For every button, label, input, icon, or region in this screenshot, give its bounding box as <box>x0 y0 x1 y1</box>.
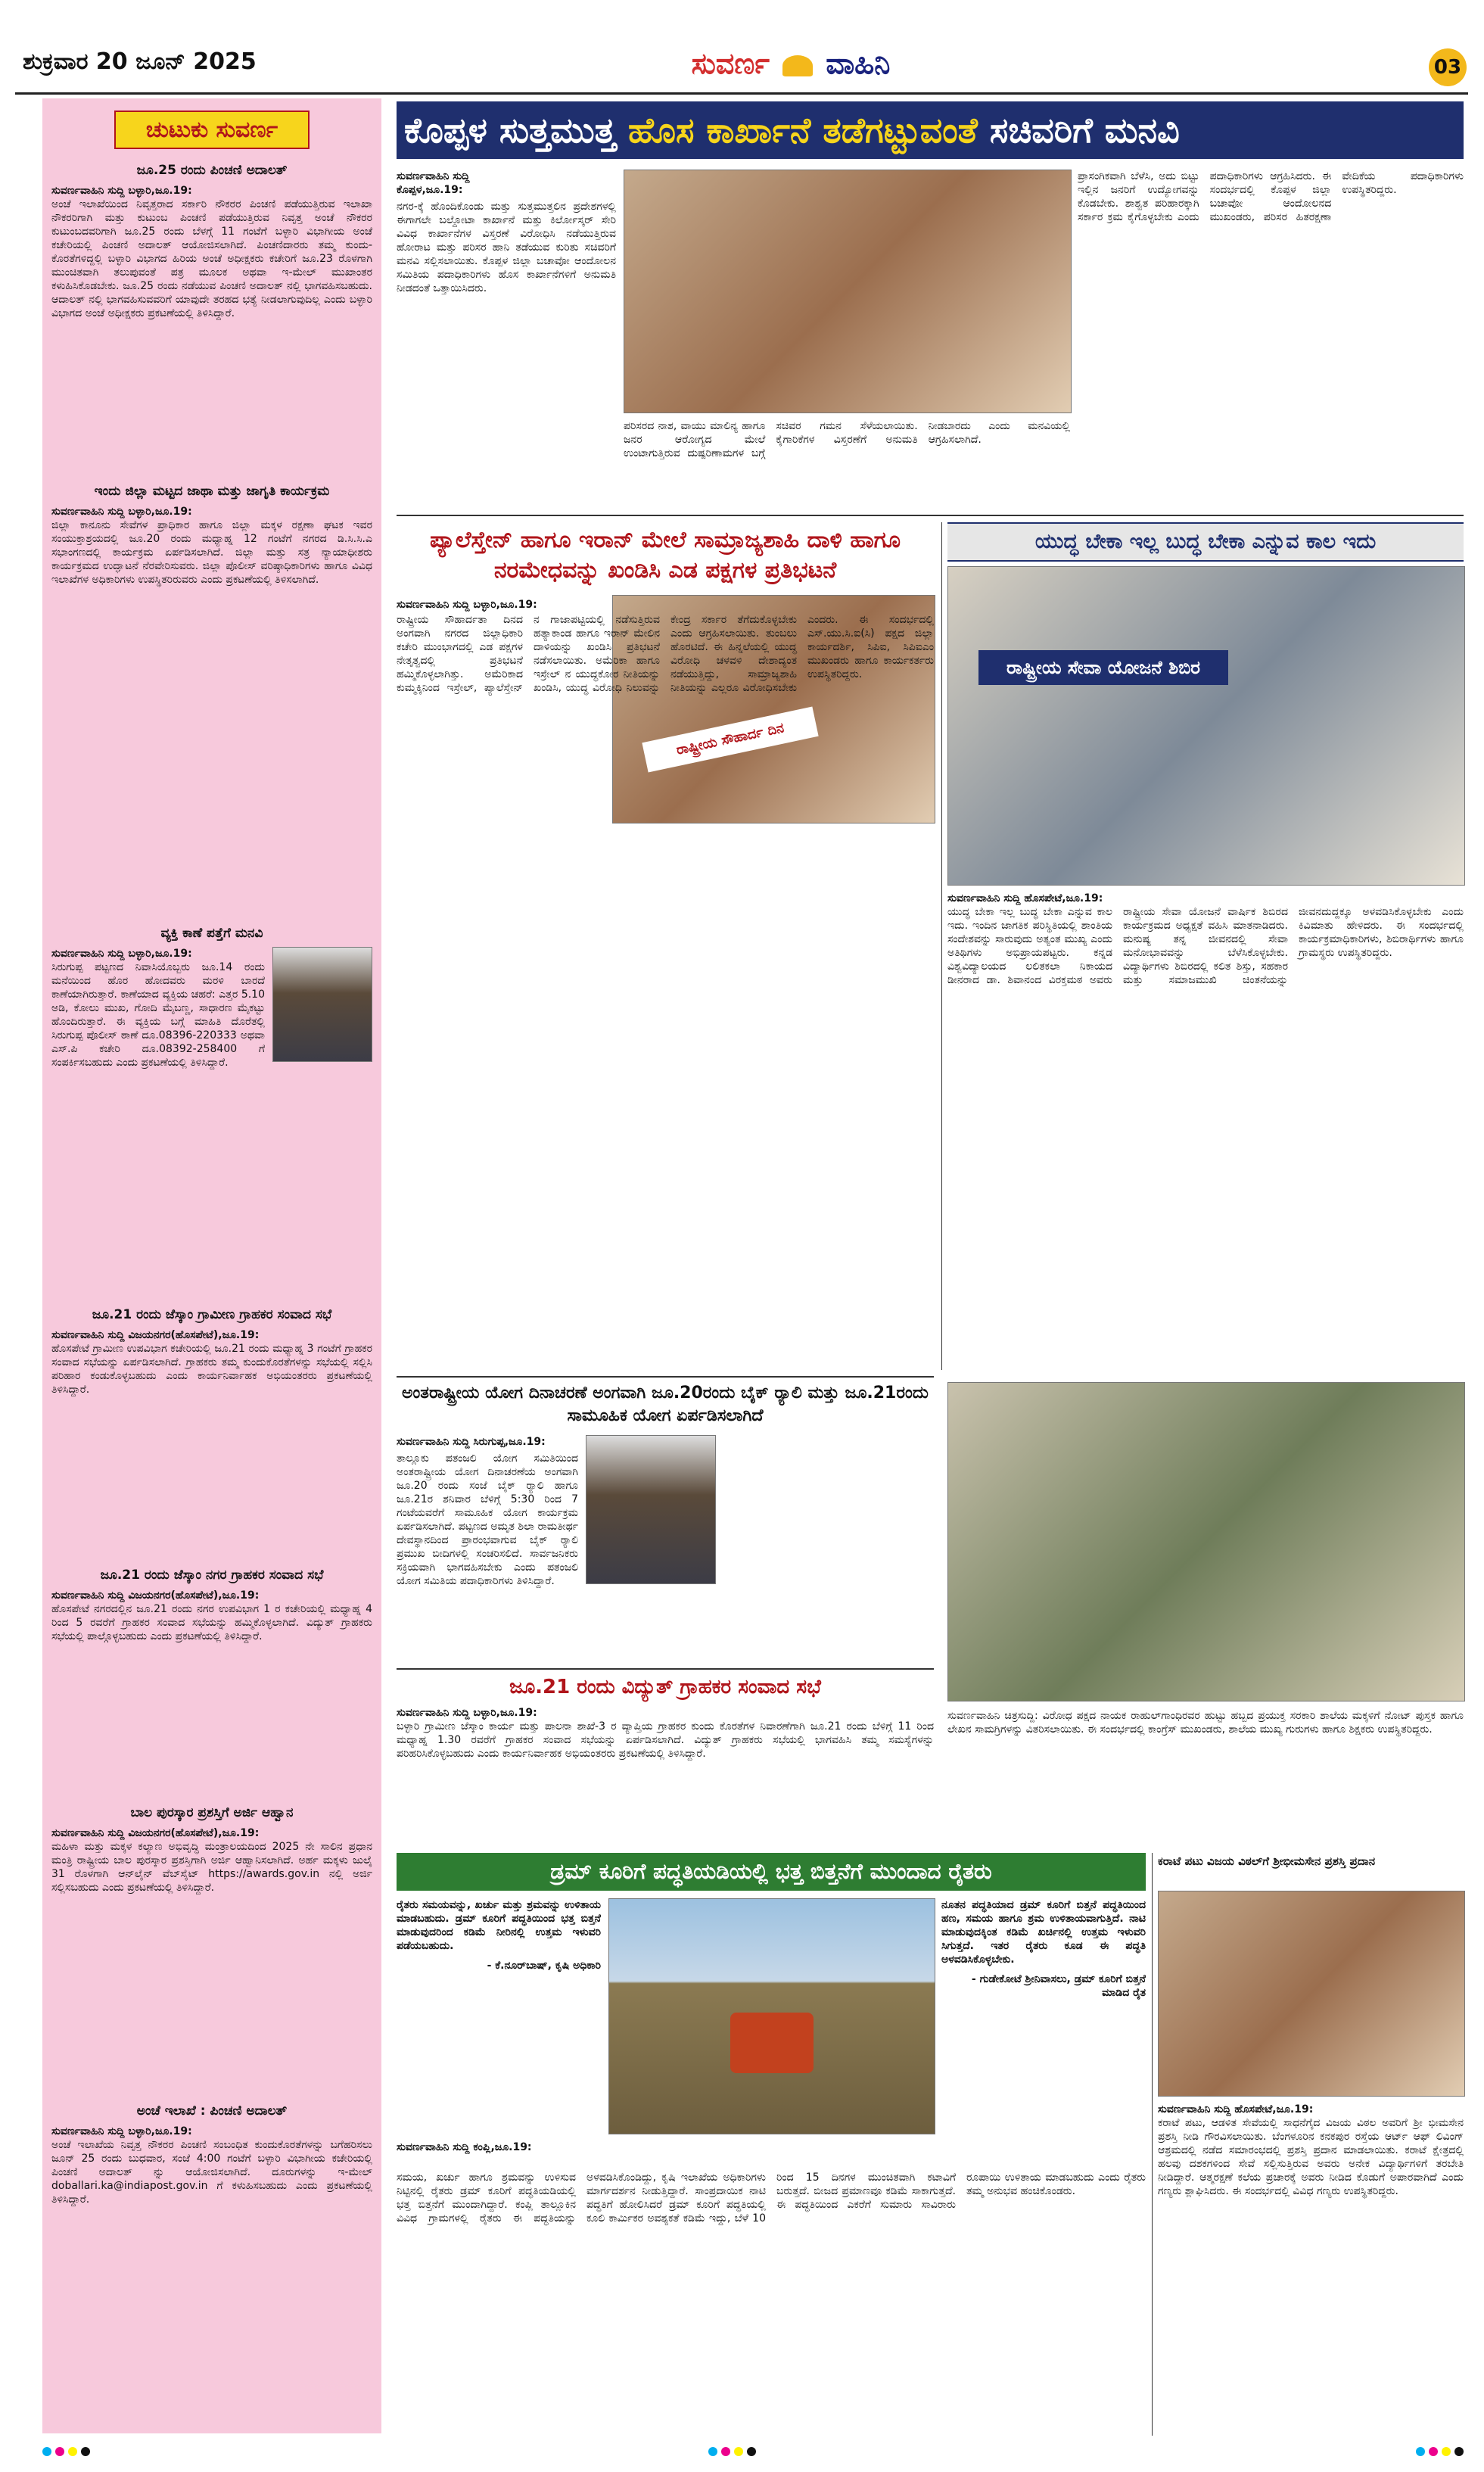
yoga-photo <box>586 1435 716 1584</box>
left-item-title: ಜೂ.21 ರಂದು ಜೆಸ್ಕಾಂ ನಗರ ಗ್ರಾಹಕರ ಸಂವಾದ ಸಭೆ <box>100 1568 324 1583</box>
left-item-title: ಜೂ.25 ರಂದು ಪಿಂಚಣಿ ಅದಾಲತ್ <box>136 163 288 178</box>
dot-black-icon <box>747 2447 756 2456</box>
yoga-story <box>397 1382 934 1664</box>
award-photo <box>1158 1891 1465 2097</box>
war-photo <box>947 566 1465 886</box>
yoga-text-right <box>722 1435 934 1662</box>
lead-text-right: ಪ್ರಾಸಂಗಿಕವಾಗಿ ಬೆಳೆಸಿ, ಅದು ಬಿಟ್ಟು ಇಲ್ಲಿನ ಜನರಿಗೆ ಉದ್ಯೋಗವನ್ನು ಕೊಡಬೇಕು. ಶಾಶ್ವತ ಪರಿಹಾರಕ್ಕಾಗಿ ಸರ್ಕಾರ ಕ್ರಮ ಕೈಗೊಳ್ಳಬೇಕು ಎಂದು ಪದಾಧಿಕಾರಿಗಳು ಆಗ್ರಹಿಸಿದರು. ಈ ಸಂದರ್ಭದಲ್ಲಿ ಕೊಪ್ಪಳ ಜಿಲ್ಲಾ ಬಚಾವೋ ಆಂದೋಲನದ ಮುಖಂಡರು, ಪರಿಸರ ಹಿತರಕ್ಷಣಾ ವೇದಿಕೆಯ ಪದಾಧಿಕಾರಿಗಳು ಉಪಸ್ಥಿತರಿದ್ದರು. <box>1078 170 1464 223</box>
war-story <box>947 522 1464 1370</box>
left-item-text: ಹೊಸಪೇಟೆ ಗ್ರಾಮೀಣ ಉಪವಿಭಾಗ ಕಚೇರಿಯಲ್ಲಿ ಜೂ.21 ರಂದು ಮಧ್ಯಾಹ್ನ 3 ಗಂಟೆಗೆ ಗ್ರಾಹಕರ ಸಂವಾದ ಸಭೆಯನ್ನು ಏರ್ಪಡಿಸಲಾಗಿದೆ. ಗ್ರಾಹಕರು ತಮ್ಮ ಕುಂದುಕೊರತೆಗಳನ್ನು ಸಭೆಯಲ್ಲಿ ಸಲ್ಲಿಸಿ ಪರಿಹಾರ ಕಂಡುಕೊಳ್ಳಬಹುದು ಎಂದು ಕಾರ್ಯನಿರ್ವಾಹಕ ಅಭಿಯಂತರರು ಪ್ರಕಟಣೆಯಲ್ಲಿ ತಿಳಿಸಿದ್ದಾರೆ. <box>51 1343 372 1396</box>
lead-headline-highlight: ಹೊಸ ಕಾರ್ಖಾನೆ ತಡೆಗಟ್ಟುವಂತೆ <box>627 110 978 151</box>
dot-magenta-icon <box>1429 2447 1438 2456</box>
yoga-byline: ಸುವರ್ಣವಾಹಿನಿ ಸುದ್ದಿ ಸಿರುಗುಪ್ಪ,ಜೂ.19: <box>397 1436 546 1448</box>
header-rule <box>15 92 1468 95</box>
power-headline: ಜೂ.21 ರಂದು ವಿದ್ಯುತ್ ಗ್ರಾಹಕರ ಸಂವಾದ ಸಭೆ <box>509 1676 821 1698</box>
award-left-rule <box>1152 1853 1153 2436</box>
left-item-byline: ಸುವರ್ಣವಾಹಿನಿ ಸುದ್ದಿ ಬಳ್ಳಾರಿ,ಜೂ.19: <box>51 185 192 197</box>
left-item-byline: ಸುವರ್ಣವಾಹಿನಿ ಸುದ್ದಿ ವಿಜಯನಗರ(ಹೊಸಪೇಟೆ),ಜೂ.19: <box>51 1589 260 1602</box>
palestine-story <box>397 522 934 1370</box>
lead-story <box>397 101 1464 510</box>
masthead-right: ವಾಹಿನಿ <box>826 47 891 80</box>
children-caption: ಸುವರ್ಣವಾಹಿನಿ ಚಿತ್ರಸುದ್ದಿ: ವಿರೋಧ ಪಕ್ಷದ ನಾಯಕ ರಾಹುಲ್‌ಗಾಂಧಿರವರ ಹುಟ್ಟು ಹಬ್ಬದ ಪ್ರಯುಕ್ತ ಸರಕಾರಿ ಶಾಲೆಯ ಮಕ್ಕಳಿಗೆ ನೋಟ್ ಪುಸ್ತಕ ಹಾಗೂ ಲೇಖನ ಸಾಮಗ್ರಿಗಳನ್ನು ವಿತರಿಸಲಾಯಿತು. ಈ ಸಂದರ್ಭದಲ್ಲಿ ಕಾಂಗ್ರೆಸ್ ಮುಖಂಡರು, ಶಾಲೆಯ ಮುಖ್ಯ ಗುರುಗಳು ಹಾಗೂ ಶಿಕ್ಷಕರು ಉಪಸ್ಥಿತರಿದ್ದರು. <box>947 1710 1464 1736</box>
yoga-headline: ಅಂತರಾಷ್ಟ್ರೀಯ ಯೋಗ ದಿನಾಚರಣೆ ಅಂಗವಾಗಿ ಜೂ.20ರಂದು ಬೈಕ್ ರ‍್ಯಾಲಿ ಮತ್ತು ಜೂ.21ರಂದು ಸಾಮೂಹಿಕ ಯೋಗ ಏರ್ಪಡಿಸಲಾಗಿದೆ <box>402 1384 929 1425</box>
left-item-title: ಅಂಚೆ ಇಲಾಖೆ : ಪಿಂಚಣಿ ಅದಾಲತ್ <box>136 2103 288 2119</box>
palestine-text: ರಾಷ್ಟ್ರೀಯ ಸೌಹಾರ್ದತಾ ದಿನದ ಅಂಗವಾಗಿ ನಗರದ ಜಿಲ್ಲಾಧಿಕಾರಿ ಕಚೇರಿ ಮುಂಭಾಗದಲ್ಲಿ ಎಡ ಪಕ್ಷಗಳ ನೇತೃತ್ವದಲ್ಲಿ ಪ್ರತಿಭಟನೆ ಹಮ್ಮಿಕೊಳ್ಳಲಾಗಿತ್ತು. ಅಮೆರಿಕಾದ ಕುಮ್ಮಕ್ಕಿನಿಂದ ಇಸ್ರೇಲ್, ಪ್ಯಾಲೆಸ್ತೇನ್ ನ ಗಾಜಾಪಟ್ಟಿಯಲ್ಲಿ ನಡೆಸುತ್ತಿರುವ ಹತ್ಯಾಕಾಂಡ ಹಾಗೂ ಇರಾನ್ ಮೇಲಿನ ದಾಳಿಯನ್ನು ಖಂಡಿಸಿ ಪ್ರತಿಭಟನೆ ನಡೆಸಲಾಯಿತು. ಅಮೆರಿಕಾ ಹಾಗೂ ಇಸ್ರೇಲ್ ನ ಯುದ್ಧಕೋರ ನೀತಿಯನ್ನು ಖಂಡಿಸಿ, ಯುದ್ಧ ವಿರೋಧಿ ನಿಲುವನ್ನು ಕೇಂದ್ರ ಸರ್ಕಾರ ತೆಗೆದುಕೊಳ್ಳಬೇಕು ಎಂದು ಆಗ್ರಹಿಸಲಾಯಿತು. ತುಂಬಲು ಹೊರಟಿದೆ. ಈ ಹಿನ್ನಲೆಯಲ್ಲಿ ಯುದ್ಧ ವಿರೋಧಿ ಚಳವಳಿ ದೇಶಾದ್ಯಂತ ನಡೆಯುತ್ತಿದ್ದು, ಸಾಮ್ರಾಜ್ಯಶಾಹಿ ನೀತಿಯನ್ನು ಎಲ್ಲರೂ ವಿರೋಧಿಸಬೇಕು ಎಂದರು. ಈ ಸಂದರ್ಭದಲ್ಲಿ ಎಸ್.ಯು.ಸಿ.ಐ(ಸಿ) ಪಕ್ಷದ ಜಿಲ್ಲಾ ಕಾರ್ಯದರ್ಶಿ, ಸಿಪಿಐ, ಸಿಪಿಐಎಂ ಮುಖಂಡರು ಹಾಗೂ ಕಾರ್ಯಕರ್ತರು ಉಪಸ್ಥಿತರಿದ್ದರು. <box>397 614 934 694</box>
farm-side-text-body: ನೂತನ ಪದ್ಧತಿಯಾದ ಡ್ರಮ್ ಕೂರಿಗೆ ಬಿತ್ತನೆ ಪದ್ಧತಿಯಿಂದ ಹಣ, ಸಮಯ ಹಾಗೂ ಶ್ರಮ ಉಳಿತಾಯವಾಗುತ್ತಿದೆ. ನಾಟಿ ಮಾಡುವುದಕ್ಕಿಂತ ಕಡಿಮೆ ಖರ್ಚಿನಲ್ಲಿ ಉತ್ತಮ ಇಳುವರಿ ಸಿಗುತ್ತದೆ. ಇತರ ರೈತರು ಕೂಡ ಈ ಪದ್ಧತಿ ಅಳವಡಿಸಿಕೊಳ್ಳಬೇಕು. <box>941 1899 1146 1966</box>
left-column <box>42 98 381 2433</box>
masthead-left: ಸುವರ್ಣ <box>691 47 770 80</box>
registration-marks <box>42 2445 1464 2460</box>
left-item-3 <box>42 1294 381 1554</box>
left-item-text: ಮಹಿಳಾ ಮತ್ತು ಮಕ್ಕಳ ಕಲ್ಯಾಣ ಅಭಿವೃದ್ಧಿ ಮಂತ್ರಾಲಯದಿಂದ 2025 ನೇ ಸಾಲಿನ ಪ್ರಧಾನ ಮಂತ್ರಿ ರಾಷ್ಟ್ರೀಯ ಬಾಲ ಪುರಸ್ಕಾರ ಪ್ರಶಸ್ತಿಗಾಗಿ ಅರ್ಜಿ ಆಹ್ವಾನಿಸಲಾಗಿದೆ. ಅರ್ಹ ಮಕ್ಕಳು ಜುಲೈ 31 ರೊಳಗಾಗಿ ಆನ್‌ಲೈನ್ ವೆಬ್‌ಸೈಟ್ https://awards.gov.in ನಲ್ಲಿ ಅರ್ಜಿ ಸಲ್ಲಿಸಬಹುದು ಎಂದು ಪ್ರಕಟಣೆಯಲ್ಲಿ ತಿಳಿಸಿದ್ದಾರೆ. <box>51 1841 372 1894</box>
award-text: ಕರಾಟೆ ಪಟು, ಆಡಳಿತ ಸೇವೆಯಲ್ಲಿ ಸಾಧನೆಗೈದ ವಿಜಯ ವಿಠಲ ಅವರಿಗೆ ಶ್ರೀ ಭೀಮಸೇನ ಪ್ರಶಸ್ತಿ ನೀಡಿ ಗೌರವಿಸಲಾಯಿತು. ಬೆಂಗಳೂರಿನ ಕನಕಪುರ ರಸ್ತೆಯ ಆರ್ಟ್ ಆಫ್ ಲಿವಿಂಗ್ ಆಶ್ರಮದಲ್ಲಿ ನಡೆದ ಸಮಾರಂಭದಲ್ಲಿ ಪ್ರಶಸ್ತಿ ಪ್ರದಾನ ಮಾಡಲಾಯಿತು. ಕರಾಟೆ ಕ್ಷೇತ್ರದಲ್ಲಿ ಹಲವು ದಶಕಗಳಿಂದ ಸೇವೆ ಸಲ್ಲಿಸುತ್ತಿರುವ ಅವರು ಅನೇಕ ವಿದ್ಯಾರ್ಥಿಗಳಿಗೆ ತರಬೇತಿ ನೀಡಿದ್ದಾರೆ. ಆತ್ಮರಕ್ಷಣೆ ಕಲೆಯ ಪ್ರಚಾರಕ್ಕೆ ಅವರು ನೀಡಿದ ಕೊಡುಗೆ ಅಪಾರವಾಗಿದೆ ಎಂದು ಗಣ್ಯರು ಶ್ಲಾಘಿಸಿದರು. ಈ ಸಂದರ್ಭದಲ್ಲಿ ವಿವಿಧ ಗಣ್ಯರು ಉಪಸ್ಥಿತರಿದ್ದರು. <box>1158 2117 1464 2197</box>
masthead <box>613 47 969 80</box>
award-headline: ಕರಾಟೆ ಪಟು ವಿಜಯ ವಿಠಲ್‌ಗೆ ಶ್ರೀಭೀಮಸೇನ ಪ್ರಶಸ್ತಿ ಪ್ರದಾನ <box>1158 1854 1376 1868</box>
dot-cyan-icon <box>42 2447 51 2456</box>
left-item-4 <box>42 1554 381 1792</box>
dot-yellow-icon <box>1442 2447 1451 2456</box>
left-item-2 <box>42 912 381 1294</box>
left-item-text: ಸಿರುಗುಪ್ಪ ಪಟ್ಟಣದ ನಿವಾಸಿಯೊಬ್ಬರು ಜೂ.14 ರಂದು ಮನೆಯಿಂದ ಹೊರ ಹೋದವರು ಮರಳಿ ಬಾರದೆ ಕಾಣೆಯಾಗಿರುತ್ತಾರೆ. ಕಾಣೆಯಾದ ವ್ಯಕ್ತಿಯ ಚಹರೆ: ಎತ್ತರ 5.10 ಅಡಿ, ಕೋಲು ಮುಖ, ಗೋದಿ ಮೈಬಣ್ಣ, ಸಾಧಾರಣ ಮೈಕಟ್ಟು ಹೊಂದಿರುತ್ತಾರೆ. ಈ ವ್ಯಕ್ತಿಯ ಬಗ್ಗೆ ಮಾಹಿತಿ ದೊರೆತಲ್ಲಿ ಸಿರುಗುಪ್ಪ ಪೊಲೀಸ್ ಠಾಣೆ ದೂ.08396-220333 ಅಥವಾ ಎಸ್.ಪಿ ಕಚೇರಿ ದೂ.08392-258400 ಗೆ ಸಂಪರ್ಕಿಸಬಹುದು ಎಂದು ಪ್ರಕಟಣೆಯಲ್ಲಿ ತಿಳಿಸಿದ್ದಾರೆ. <box>51 961 265 1069</box>
left-item-text: ಜಿಲ್ಲಾ ಕಾನೂನು ಸೇವೆಗಳ ಪ್ರಾಧಿಕಾರ ಹಾಗೂ ಜಿಲ್ಲಾ ಮಕ್ಕಳ ರಕ್ಷಣಾ ಘಟಕ ಇವರ ಸಂಯುಕ್ತಾಶ್ರಯದಲ್ಲಿ ಜೂ.20 ರಂದು ಮಧ್ಯಾಹ್ನ 12 ಗಂಟೆಗೆ ನಗರದ ಡಿ.ಸಿ.ಸಿ.ಎ ಸಭಾಂಗಣದಲ್ಲಿ ಕಾರ್ಯಕ್ರಮ ಏರ್ಪಡಿಸಲಾಗಿದೆ. ಜಿಲ್ಲಾ ಮತ್ತು ಸತ್ರ ನ್ಯಾಯಾಧೀಶರು ಕಾರ್ಯಕ್ರಮದ ಉದ್ಘಾಟನೆ ನೆರವೇರಿಸುವರು. ಜಿಲ್ಲಾ ಪೊಲೀಸ್ ವರಿಷ್ಠಾಧಿಕಾರಿಗಳು ಹಾಗೂ ವಿವಿಧ ಇಲಾಖೆಗಳ ಅಧಿಕಾರಿಗಳು ಉಪಸ್ಥಿತರಿರುವರು ಎಂದು ಪ್ರಕಟಣೆಯಲ್ಲಿ ತಿಳಿಸಲಾಗಿದೆ. <box>51 519 372 586</box>
palestine-byline: ಸುವರ್ಣವಾಹಿನಿ ಸುದ್ದಿ ಬಳ್ಳಾರಿ,ಜೂ.19: <box>397 599 537 611</box>
lead-byline: ಸುವರ್ಣವಾಹಿನಿ ಸುದ್ದಿ ಕೊಪ್ಪಳ,ಜೂ.19: <box>397 170 470 196</box>
farm-photo <box>608 1898 935 2134</box>
farm-side-credit: - ಗುಡೇಕೋಟೆ ಶ್ರೀನಿವಾಸಲು, ಡ್ರಮ್ ಕೂರಿಗೆ ಬಿತ್ತನೆ ಮಾಡಿದ ರೈತ <box>971 1973 1146 1999</box>
header-date: ಶುಕ್ರವಾರ 20 ಜೂನ್ 2025 <box>23 48 257 75</box>
left-item-text: ಅಂಚೆ ಇಲಾಖೆಯ ನಿವೃತ್ತ ನೌಕರರ ಪಿಂಚಣಿ ಸಂಬಂಧಿತ ಕುಂದುಕೊರತೆಗಳನ್ನು ಬಗೆಹರಿಸಲು ಜೂನ್ 25 ರಂದು ಬುಧವಾರ, ಸಂಜೆ 4:00 ಗಂಟೆಗೆ ಬಳ್ಳಾರಿ ವಿಭಾಗೀಯ ಕಚೇರಿಯಲ್ಲಿ ಪಿಂಚಣಿ ಅದಾಲತ್ ನ್ನು ಆಯೋಜಿಸಲಾಗಿದೆ. ದೂರುಗಳನ್ನು ಇ-ಮೇಲ್ doballari.ka@indiapost.gov.in ಗೆ ಕಳುಹಿಸಬಹುದು ಎಂದು ಪ್ರಕಟಣೆಯಲ್ಲಿ ತಿಳಿಸಿದ್ದಾರೆ. <box>51 2139 372 2206</box>
left-item-title: ಜೂ.21 ರಂದು ಜೆಸ್ಕಾಂ ಗ್ರಾಮೀಣ ಗ್ರಾಹಕರ ಸಂವಾದ ಸಭೆ <box>92 1307 332 1322</box>
dot-magenta-icon <box>55 2447 64 2456</box>
dot-cyan-icon <box>1416 2447 1425 2456</box>
nss-banner-text: ರಾಷ್ಟ್ರೀಯ ಸೇವಾ ಯೋಜನೆ ಶಿಬಿರ <box>1006 657 1201 678</box>
left-item-byline: ಸುವರ್ಣವಾಹಿನಿ ಸುದ್ದಿ ಬಳ್ಳಾರಿ,ಜೂ.19: <box>51 506 192 518</box>
left-item-5 <box>42 1792 381 2090</box>
lead-text-left: ನಗರ-ಕ್ಕೆ ಹೊಂದಿಕೊಂಡು ಮತ್ತು ಸುತ್ತಮುತ್ತಲಿನ ಪ್ರದೇಶಗಳಲ್ಲಿ ಈಗಾಗಲೇ ಬಲ್ದೋಟಾ ಕಾರ್ಖಾನೆ ಮತ್ತು ಕಿರ್ಲೋಸ್ಕರ್ ಸೇರಿ ವಿವಿಧ ಕಾರ್ಖಾನೆಗಳ ವಿಸ್ತರಣೆ ವಿರೋಧಿಸಿ ನಡೆಯುತ್ತಿರುವ ಹೋರಾಟ ಮತ್ತು ಪರಿಸರ ಹಾನಿ ತಡೆಯುವ ಕುರಿತು ಸಚಿವರಿಗೆ ಮನವಿ ಸಲ್ಲಿಸಲಾಯಿತು. ಕೊಪ್ಪಳ ಜಿಲ್ಲಾ ಬಚಾವೋ ಆಂದೋಲನ ಸಮಿತಿಯ ಪದಾಧಿಕಾರಿಗಳು ಹೊಸ ಕಾರ್ಖಾನೆಗಳಿಗೆ ಅನುಮತಿ ನೀಡದಂತೆ ಒತ್ತಾಯಿಸಿದರು. <box>397 201 616 294</box>
farm-byline: ಸುವರ್ಣವಾಹಿನಿ ಸುದ್ದಿ ಕಂಪ್ಲಿ,ಜೂ.19: <box>397 2141 532 2153</box>
lead-headline-bar <box>397 101 1464 159</box>
children-story <box>947 1382 1464 1836</box>
dot-cyan-icon <box>708 2447 717 2456</box>
farm-text: ಸಮಯ, ಖರ್ಚು ಹಾಗೂ ಶ್ರಮವನ್ನು ಉಳಿಸುವ ನಿಟ್ಟಿನಲ್ಲಿ ರೈತರು ಡ್ರಮ್ ಕೂರಿಗೆ ಪದ್ಧತಿಯಡಿಯಲ್ಲಿ ಭತ್ತ ಬಿತ್ತನೆಗೆ ಮುಂದಾಗಿದ್ದಾರೆ. ಕಂಪ್ಲಿ ತಾಲ್ಲೂಕಿನ ವಿವಿಧ ಗ್ರಾಮಗಳಲ್ಲಿ ರೈತರು ಈ ಪದ್ಧತಿಯನ್ನು ಅಳವಡಿಸಿಕೊಂಡಿದ್ದು, ಕೃಷಿ ಇಲಾಖೆಯ ಅಧಿಕಾರಿಗಳು ಮಾರ್ಗದರ್ಶನ ನೀಡುತ್ತಿದ್ದಾರೆ. ಸಾಂಪ್ರದಾಯಿಕ ನಾಟಿ ಪದ್ಧತಿಗೆ ಹೋಲಿಸಿದರೆ ಡ್ರಮ್ ಕೂರಿಗೆ ಪದ್ಧತಿಯಲ್ಲಿ ಕೂಲಿ ಕಾರ್ಮಿಕರ ಅವಶ್ಯಕತೆ ಕಡಿಮೆ ಇದ್ದು, ಬೆಳೆ 10 ರಿಂದ 15 ದಿನಗಳ ಮುಂಚಿತವಾಗಿ ಕಟಾವಿಗೆ ಬರುತ್ತದೆ. ಬೀಜದ ಪ್ರಮಾಣವೂ ಕಡಿಮೆ ಸಾಕಾಗುತ್ತದೆ. ಈ ಪದ್ಧತಿಯಿಂದ ಎಕರೆಗೆ ಸುಮಾರು ಸಾವಿರಾರು ರೂಪಾಯಿ ಉಳಿತಾಯ ಮಾಡಬಹುದು ಎಂದು ರೈತರು ತಮ್ಮ ಅನುಭವ ಹಂಚಿಕೊಂಡರು. <box>397 2172 1146 2224</box>
lead-photo <box>624 170 1072 413</box>
left-item-6 <box>42 2090 381 2365</box>
war-headline-bar <box>947 522 1464 562</box>
left-item-byline: ಸುವರ್ಣವಾಹಿನಿ ಸುದ್ದಿ ವಿಜಯನಗರ(ಹೊಸಪೇಟೆ),ಜೂ.19: <box>51 1827 260 1839</box>
war-left-rule <box>941 522 942 1370</box>
left-item-1 <box>42 470 381 912</box>
nss-banner <box>978 650 1228 685</box>
masthead-logo-icon <box>782 55 813 76</box>
left-item-text: ಅಂಚೆ ಇಲಾಖೆಯಿಂದ ನಿವೃತ್ತರಾದ ಸರ್ಕಾರಿ ನೌಕರರ ಪಿಂಚಣಿ ಪಡೆಯುತ್ತಿರುವ ಇಲಾಖಾ ನೌಕರರಿಗಾಗಿ ಮತ್ತು ಕುಟುಂಬ ಪಿಂಚಣಿ ಪಡೆಯುತ್ತಿರುವ ನಿವೃತ್ತ ಅಂಚೆ ನೌಕರರ ಕುಟುಂಬದವರಿಗಾಗಿ ಜೂ.25 ರಂದು ಬೆಳಗ್ಗೆ 11 ಗಂಟೆಗೆ ಬಳ್ಳಾರಿ ವಿಭಾಗೀಯ ಅಂಚೆ ಕಚೇರಿಯಲ್ಲಿ ಪಿಂಚಣಿ ಅದಾಲತ್ ಆಯೋಜಿಸಲಾಗಿದೆ. ಪಿಂಚಣಿದಾರರು ತಮ್ಮ ಕುಂದು-ಕೊರತೆಗಳಿದ್ದಲ್ಲಿ ಬಳ್ಳಾರಿ ವಿಭಾಗದ ಹಿರಿಯ ಅಂಚೆ ಅಧೀಕ್ಷಕರು ಕಚೇರಿಗೆ ಜೂ.23 ರೊಳಗಾಗಿ ಮುಂಚಿತವಾಗಿ ತಲುಪುವಂತೆ ಪತ್ರ ಮೂಲಕ ಅಥವಾ ಇ-ಮೇಲ್ ಮುಖಾಂತರ ಕಳುಹಿಸಿಕೊಡಬೇಕು. ಜೂ.25 ರಂದು ನಡೆಯುವ ಪಿಂಚಣಿ ಅದಾಲತ್ ನಲ್ಲಿ ಭಾಗವಹಿಸಬಹುದು. ಆದಾಲತ್ ನಲ್ಲಿ ಭಾಗವಹಿಸುವವರಿಗೆ ಯಾವುದೇ ತರಹದ ಭತ್ಯೆ ನೀಡಲಾಗುವುದಿಲ್ಲ ಎಂದು ಬಳ್ಳಾರಿ ವಿಭಾಗದ ಅಂಚೆ ಅಧೀಕ್ಷಕರು ಪ್ರಕಟಣೆಯಲ್ಲಿ ತಿಳಿಸಿದ್ದಾರೆ. <box>51 198 372 319</box>
farm-story <box>397 1853 1146 2436</box>
page-number: 03 <box>1433 56 1462 79</box>
left-item-title: ವ್ಯಕ್ತಿ ಕಾಣೆ ಪತ್ತೆಗೆ ಮನವಿ <box>160 926 263 941</box>
palestine-headline: ಪ್ಯಾಲೆಸ್ತೇನ್ ಹಾಗೂ ಇರಾನ್ ಮೇಲೆ ಸಾಮ್ರಾಜ್ಯಶಾಹಿ ದಾಳಿ ಹಾಗೂ ನರಮೇಧವನ್ನು ಖಂಡಿಸಿ ಎಡ ಪಕ್ಷಗಳ ಪ್ರತಿಭಟನೆ <box>429 527 901 584</box>
left-item-title: ಇಂದು ಜಿಲ್ಲಾ ಮಟ್ಟದ ಜಾಥಾ ಮತ್ತು ಜಾಗೃತಿ ಕಾರ್ಯಕ್ರಮ <box>94 484 330 499</box>
power-byline: ಸುವರ್ಣವಾಹಿನಿ ಸುದ್ದಿ ಬಳ್ಳಾರಿ,ಜೂ.19: <box>397 1707 537 1719</box>
missing-person-photo <box>272 947 372 1062</box>
color-dots-left <box>42 2445 90 2459</box>
farm-headline-bar <box>397 1853 1146 1891</box>
color-dots-mid <box>708 2445 756 2459</box>
left-item-title: ಬಾಲ ಪುರಸ್ಕಾರ ಪ್ರಶಸ್ತಿಗೆ ಅರ್ಜಿ ಆಹ್ವಾನ <box>130 1805 294 1820</box>
lead-text-mid: ಪರಿಸರದ ನಾಶ, ವಾಯು ಮಾಲಿನ್ಯ ಹಾಗೂ ಜನರ ಆರೋಗ್ಯದ ಮೇಲೆ ಉಂಟಾಗುತ್ತಿರುವ ದುಷ್ಪರಿಣಾಮಗಳ ಬಗ್ಗೆ ಸಚಿವರ ಗಮನ ಸೆಳೆಯಲಾಯಿತು. ಕೈಗಾರಿಕೆಗಳ ವಿಸ್ತರಣೆಗೆ ಅನುಮತಿ ನೀಡಬಾರದು ಎಂದು ಮನವಿಯಲ್ಲಿ ಆಗ್ರಹಿಸಲಾಗಿದೆ. <box>624 420 1070 459</box>
farm-caption-text: ರೈತರು ಸಮಯವನ್ನು, ಖರ್ಚು ಮತ್ತು ಶ್ರಮವನ್ನು ಉಳಿತಾಯ ಮಾಡಬಹುದು. ಡ್ರಮ್ ಕೂರಿಗೆ ಪದ್ಧತಿಯಿಂದ ಭತ್ತ ಬಿತ್ತನೆ ಮಾಡುವುದರಿಂದ ಕಡಿಮೆ ನೀರಿನಲ್ಲಿ ಉತ್ತಮ ಇಳುವರಿ ಪಡೆಯಬಹುದು. <box>397 1899 601 1952</box>
color-dots-right <box>1416 2445 1464 2459</box>
farm-side-text <box>941 1898 1146 2140</box>
dot-yellow-icon <box>734 2447 743 2456</box>
left-item-text: ಹೊಸಪೇಟೆ ನಗರದಲ್ಲಿನ ಜೂ.21 ರಂದು ನಗರ ಉಪವಿಭಾಗ 1 ರ ಕಚೇರಿಯಲ್ಲಿ ಮಧ್ಯಾಹ್ನ 4 ರಿಂದ 5 ರವರೆಗೆ ಗ್ರಾಹಕರ ಸಂವಾದ ಸಭೆಯನ್ನು ಹಮ್ಮಿಕೊಳ್ಳಲಾಗಿದೆ. ವಿದ್ಯುತ್ ಗ್ರಾಹಕರು ಸಭೆಯಲ್ಲಿ ಪಾಲ್ಗೊಳ್ಳಬಹುದು ಎಂದು ಪ್ರಕಟಣೆಯಲ್ಲಿ ತಿಳಿಸಿದ್ದಾರೆ. <box>51 1603 372 1642</box>
left-item-byline: ಸುವರ್ಣವಾಹಿನಿ ಸುದ್ದಿ ಬಳ್ಳಾರಿ,ಜೂ.19: <box>51 2125 192 2137</box>
protest-banner-text: ರಾಷ್ಟ್ರೀಯ ಸೌಹಾರ್ದ ದಿನ <box>674 720 786 758</box>
war-byline: ಸುವರ್ಣವಾಹಿನಿ ಸುದ್ದಿ ಹೊಸಪೇಟೆ,ಜೂ.19: <box>947 892 1103 904</box>
lead-bottom-rule <box>397 515 1464 516</box>
power-story <box>397 1673 934 1854</box>
war-text: ಯುದ್ಧ ಬೇಕಾ ಇಲ್ಲ ಬುದ್ಧ ಬೇಕಾ ಎನ್ನುವ ಕಾಲ ಇದು. ಇಂದಿನ ಜಾಗತಿಕ ಪರಿಸ್ಥಿತಿಯಲ್ಲಿ ಶಾಂತಿಯ ಸಂದೇಶವನ್ನು ಸಾರುವುದು ಅತ್ಯಂತ ಮುಖ್ಯ ಎಂದು ಅತಿಥಿಗಳು ಅಭಿಪ್ರಾಯಪಟ್ಟರು. ಕನ್ನಡ ವಿಶ್ವವಿದ್ಯಾಲಯದ ಲಲಿತಕಲಾ ನಿಕಾಯದ ಡೀನರಾದ ಡಾ. ಶಿವಾನಂದ ವಿರಕ್ತಮಠ ಅವರು ರಾಷ್ಟ್ರೀಯ ಸೇವಾ ಯೋಜನೆ ವಾರ್ಷಿಕ ಶಿಬಿರದ ಕಾರ್ಯಕ್ರಮದ ಅಧ್ಯಕ್ಷತೆ ವಹಿಸಿ ಮಾತನಾಡಿದರು. ಮನುಷ್ಯ ತನ್ನ ಜೀವನದಲ್ಲಿ ಸೇವಾ ಮನೋಭಾವವನ್ನು ಬೆಳೆಸಿಕೊಳ್ಳಬೇಕು. ವಿದ್ಯಾರ್ಥಿಗಳು ಶಿಬಿರದಲ್ಲಿ ಕಲಿತ ಶಿಸ್ತು, ಸಹಕಾರ ಮತ್ತು ಸಮಾಜಮುಖಿ ಚಿಂತನೆಯನ್ನು ಜೀವನದುದ್ದಕ್ಕೂ ಅಳವಡಿಸಿಕೊಳ್ಳಬೇಕು ಎಂದು ಕಿವಿಮಾತು ಹೇಳಿದರು. ಈ ಸಂದರ್ಭದಲ್ಲಿ ಕಾರ್ಯಕ್ರಮಾಧಿಕಾರಿಗಳು, ಶಿಬಿರಾರ್ಥಿಗಳು ಹಾಗೂ ಗ್ರಾಮಸ್ಥರು ಉಪಸ್ಥಿತರಿದ್ದರು. <box>947 906 1464 986</box>
left-column-heading-wrap <box>42 98 381 149</box>
mid-rule <box>397 1376 934 1378</box>
power-top-rule <box>397 1668 934 1670</box>
left-item-byline: ಸುವರ್ಣವಾಹಿನಿ ಸುದ್ದಿ ಬಳ್ಳಾರಿ,ಜೂ.19: <box>51 948 192 960</box>
left-item-byline: ಸುವರ್ಣವಾಹಿನಿ ಸುದ್ದಿ ವಿಜಯನಗರ(ಹೊಸಪೇಟೆ),ಜೂ.19: <box>51 1329 260 1341</box>
page-header <box>0 0 1484 83</box>
war-headline: ಯುದ್ಧ ಬೇಕಾ ಇಲ್ಲ ಬುದ್ಧ ಬೇಕಾ ಎನ್ನುವ ಕಾಲ ಇದು <box>1034 530 1377 553</box>
children-photo <box>947 1382 1465 1701</box>
lead-headline-post: ಸಚಿವರಿಗೆ ಮನವಿ <box>977 110 1180 151</box>
dot-magenta-icon <box>721 2447 730 2456</box>
power-text: ಬಳ್ಳಾರಿ ಗ್ರಾಮೀಣ ಜೆಸ್ಕಾಂ ಕಾರ್ಯ ಮತ್ತು ಪಾಲನಾ ಶಾಖೆ-3 ರ ವ್ಯಾಪ್ತಿಯ ಗ್ರಾಹಕರ ಕುಂದು ಕೊರತೆಗಳ ನಿವಾರಣೆಗಾಗಿ ಜೂ.21 ರಂದು ಬೆಳಿಗ್ಗೆ 11 ರಿಂದ ಮಧ್ಯಾಹ್ನ 1.30 ರವರೆಗೆ ಗ್ರಾಹಕರ ಸಂವಾದ ಸಭೆಯನ್ನು ಏರ್ಪಡಿಸಲಾಗಿದೆ. ವಿದ್ಯುತ್ ಗ್ರಾಹಕರು ಸಭೆಯಲ್ಲಿ ಭಾಗವಹಿಸಿ ತಮ್ಮ ಸಮಸ್ಯೆಗಳನ್ನು ಪರಿಹರಿಸಿಕೊಳ್ಳಬಹುದು ಎಂದು ಕಾರ್ಯನಿರ್ವಾಹಕ ಅಭಿಯಂತರರು ಪ್ರಕಟಣೆಯಲ್ಲಿ ತಿಳಿಸಿದ್ದಾರೆ. <box>397 1720 934 1760</box>
yoga-text: ತಾಲ್ಲೂಕು ಪತಂಜಲಿ ಯೋಗ ಸಮಿತಿಯಿಂದ ಅಂತರಾಷ್ಟ್ರೀಯ ಯೋಗ ದಿನಾಚರಣೆಯ ಅಂಗವಾಗಿ ಜೂ.20 ರಂದು ಸಂಜೆ ಬೈಕ್ ರ‍್ಯಾಲಿ ಹಾಗೂ ಜೂ.21ರ ಶನಿವಾರ ಬೆಳಿಗ್ಗೆ 5:30 ರಿಂದ 7 ಗಂಟೆಯವರೆಗೆ ಸಾಮೂಹಿಕ ಯೋಗ ಕಾರ್ಯಕ್ರಮ ಏರ್ಪಡಿಸಲಾಗಿದೆ. ಪಟ್ಟಣದ ಅಮೃತ ಶಿಲಾ ರಾಮತೀರ್ಥ ದೇವಸ್ಥಾನದಿಂದ ಪ್ರಾರಂಭವಾಗುವ ಬೈಕ್ ರ‍್ಯಾಲಿ ಪ್ರಮುಖ ಬೀದಿಗಳಲ್ಲಿ ಸಂಚರಿಸಲಿದೆ. ಸಾರ್ವಜನಿಕರು ಸಕ್ರಿಯವಾಗಿ ಭಾಗವಹಿಸಬೇಕು ಎಂದು ಪತಂಜಲಿ ಯೋಗ ಸಮಿತಿಯ ಪದಾಧಿಕಾರಿಗಳು ತಿಳಿಸಿದ್ದಾರೆ. <box>397 1452 578 1587</box>
left-column-heading: ಚುಟುಕು ಸುವರ್ಣ <box>114 111 310 149</box>
dot-yellow-icon <box>68 2447 77 2456</box>
farm-caption <box>397 1898 601 2110</box>
award-byline: ಸುವರ್ಣವಾಹಿನಿ ಸುದ್ದಿ ಹೊಸಪೇಟೆ,ಜೂ.19: <box>1158 2103 1314 2116</box>
farm-caption-credit: - ಕೆ.ನೂರ್‌ಬಾಷ್, ಕೃಷಿ ಅಧಿಕಾರಿ <box>487 1960 601 1972</box>
left-item-0 <box>42 149 381 470</box>
farm-headline: ಡ್ರಮ್ ಕೂರಿಗೆ ಪದ್ಧತಿಯಡಿಯಲ್ಲಿ ಭತ್ತ ಬಿತ್ತನೆಗೆ ಮುಂದಾದ ರೈತರು <box>550 1859 992 1884</box>
dot-black-icon <box>1454 2447 1464 2456</box>
lead-headline-pre: ಕೊಪ್ಪಳ ಸುತ್ತಮುತ್ತ <box>404 110 628 151</box>
award-story <box>1158 1853 1464 2436</box>
tractor-icon <box>730 2013 814 2073</box>
dot-black-icon <box>81 2447 90 2456</box>
page-number-badge <box>1429 48 1467 86</box>
